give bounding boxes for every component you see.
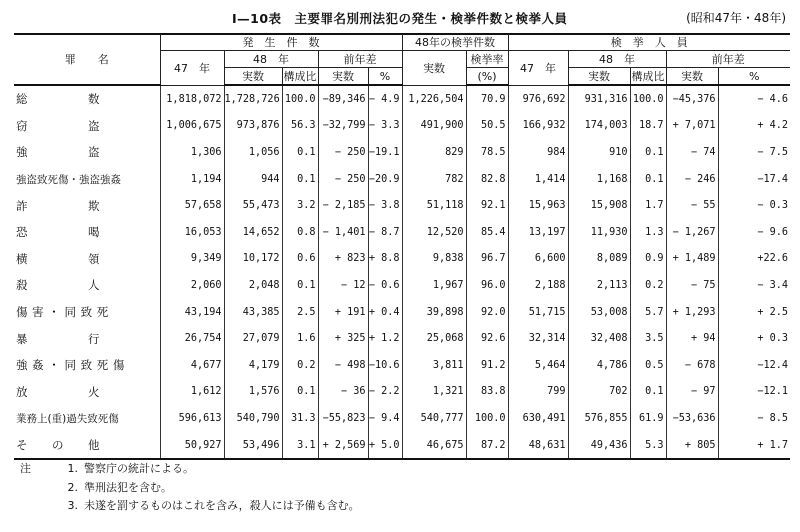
- persons-48-ratio: 0.1: [630, 166, 666, 193]
- header-occ-48: 48 年: [224, 51, 318, 68]
- persons-48: 910: [568, 139, 630, 166]
- occurrence-48-ratio: 0.1: [282, 379, 318, 406]
- table-period: (昭和47年・48年): [686, 11, 786, 25]
- persons-48: 1,168: [568, 166, 630, 193]
- footnote-text: 未遂を罰するものはこれを含み，殺人には予備も含む。: [84, 499, 360, 512]
- table-row: [14, 192, 790, 219]
- header-per-48-ratio: 構成比: [630, 68, 666, 86]
- occurrence-48-ratio: 31.3: [282, 405, 318, 432]
- occurrence-diff-percent: + 8.8: [368, 246, 402, 273]
- header-clearance-unit: (%): [466, 68, 508, 86]
- persons-47: 166,932: [508, 113, 568, 140]
- persons-diff-percent: − 8.5: [757, 412, 789, 424]
- clearance-rate: 92.6: [466, 325, 508, 352]
- persons-diff-percent: − 0.3: [757, 200, 789, 212]
- occurrence-47: 596,613: [160, 405, 224, 432]
- crime-name: そ の 他: [14, 432, 160, 460]
- persons-48: 32,408: [568, 325, 630, 352]
- persons-48-ratio: 100.0: [630, 85, 666, 113]
- footnote-text: 警察庁の統計による。: [84, 462, 194, 475]
- persons-diff-percent: + 1.7: [718, 432, 790, 460]
- occurrence-48-ratio: 3.1: [282, 432, 318, 460]
- persons-diff: + 7,071: [666, 113, 718, 140]
- header-occurrence: 発 生 件 数: [160, 34, 402, 51]
- persons-diff: −45,376: [666, 85, 718, 113]
- occurrence-diff: − 498: [318, 352, 368, 379]
- occurrence-47: 1,612: [160, 379, 224, 406]
- arrests-48: 51,118: [402, 192, 466, 219]
- persons-diff: − 246: [666, 166, 718, 193]
- persons-48-ratio: 1.3: [630, 219, 666, 246]
- crime-name: 殺 人: [14, 272, 160, 299]
- occurrence-48-ratio: 2.5: [282, 299, 318, 326]
- crime-name: 放 火: [14, 379, 160, 406]
- arrests-48: 12,520: [402, 219, 466, 246]
- table-row: [14, 405, 790, 432]
- crime-name: 傷 害 ・ 同 致 死: [14, 299, 160, 326]
- persons-48: 576,855: [568, 405, 630, 432]
- occurrence-48: 4,179: [224, 352, 282, 379]
- persons-diff-percent: −17.4: [757, 173, 789, 185]
- title-row: [0, 6, 800, 28]
- occurrence-47: 1,818,072: [160, 85, 224, 113]
- crime-name: 詐 欺: [14, 192, 160, 219]
- occurrence-diff-percent: −20.9: [368, 166, 402, 193]
- arrests-48: 1,226,504: [402, 85, 466, 113]
- occurrence-48-ratio: 0.1: [282, 139, 318, 166]
- persons-48-ratio: 1.7: [630, 192, 666, 219]
- header-per-48: 48 年: [568, 51, 666, 68]
- occurrence-diff: + 325: [318, 325, 368, 352]
- occurrence-47: 2,060: [160, 272, 224, 299]
- persons-diff: − 75: [666, 272, 718, 299]
- occurrence-48: 55,473: [224, 192, 282, 219]
- table-row: [14, 139, 790, 166]
- persons-48-ratio: 3.5: [630, 325, 666, 352]
- occurrence-48-ratio: 0.6: [282, 246, 318, 273]
- clearance-rate: 87.2: [466, 432, 508, 460]
- occurrence-diff-percent: + 0.4: [368, 299, 402, 326]
- occurrence-47: 1,306: [160, 139, 224, 166]
- table-row: [14, 352, 790, 379]
- header-persons: 検 挙 人 員: [508, 34, 790, 51]
- persons-47: 32,314: [508, 325, 568, 352]
- crime-name: 強 姦 ・ 同 致 死 傷: [14, 352, 160, 379]
- occurrence-diff: −32,799: [318, 113, 368, 140]
- persons-48: 15,908: [568, 192, 630, 219]
- occurrence-48: 944: [224, 166, 282, 193]
- table-row: [14, 325, 790, 352]
- persons-47: 15,963: [508, 192, 568, 219]
- arrests-48: 39,898: [402, 299, 466, 326]
- persons-48-ratio: 0.1: [630, 139, 666, 166]
- occurrence-48: 540,790: [224, 405, 282, 432]
- occurrence-48-ratio: 0.2: [282, 352, 318, 379]
- clearance-rate: 100.0: [466, 405, 508, 432]
- crime-name: 窃 盗: [14, 113, 160, 140]
- occurrence-47: 4,677: [160, 352, 224, 379]
- table-title: Ⅰ—10表 主要罪名別刑法犯の発生・検挙件数と検挙人員: [232, 11, 568, 26]
- persons-diff: − 55: [666, 192, 718, 219]
- crime-name: 強盗致死傷・強盗強姦: [14, 166, 160, 193]
- header-occ-48-actual: 実数: [224, 68, 282, 86]
- crime-name: 総 数: [14, 85, 160, 113]
- occurrence-diff: − 250: [318, 166, 368, 193]
- header-crime-name: 罪 名: [14, 34, 160, 85]
- persons-48-ratio: 5.7: [630, 299, 666, 326]
- header-per-prev-diff: 前年差: [666, 51, 790, 68]
- persons-diff: − 678: [666, 352, 718, 379]
- persons-diff-percent: − 7.5: [757, 146, 789, 158]
- occurrence-diff: + 2,569: [318, 432, 368, 460]
- occurrence-48: 1,056: [224, 139, 282, 166]
- persons-48: 174,003: [568, 113, 630, 140]
- persons-diff: + 1,489: [666, 246, 718, 273]
- persons-diff: + 94: [666, 325, 718, 352]
- table-row: [14, 85, 790, 113]
- occurrence-48-ratio: 0.1: [282, 166, 318, 193]
- arrests-48: 9,838: [402, 246, 466, 273]
- persons-47: 1,414: [508, 166, 568, 193]
- arrests-48: 25,068: [402, 325, 466, 352]
- header-per-diff-actual: 実数: [666, 68, 718, 86]
- persons-48: 2,113: [568, 272, 630, 299]
- occurrence-diff: + 823: [318, 246, 368, 273]
- table-row: [14, 272, 790, 299]
- header-per-47: 47 年: [508, 51, 568, 86]
- occurrence-47: 50,927: [160, 432, 224, 460]
- clearance-rate: 50.5: [466, 113, 508, 140]
- table-row: [14, 113, 790, 140]
- persons-48-ratio: 18.7: [630, 113, 666, 140]
- footnote-number: 2.: [67, 480, 78, 494]
- arrests-48: 1,967: [402, 272, 466, 299]
- clearance-rate: 70.9: [466, 85, 508, 113]
- occurrence-diff: − 2,185: [318, 192, 368, 219]
- occurrence-diff: − 1,401: [318, 219, 368, 246]
- crime-name: 横 領: [14, 246, 160, 273]
- table-row: [14, 432, 790, 460]
- occurrence-diff-percent: + 1.2: [368, 325, 402, 352]
- occurrence-48: 53,496: [224, 432, 282, 460]
- occurrence-diff-percent: − 0.6: [368, 272, 402, 299]
- occurrence-diff: − 250: [318, 139, 368, 166]
- persons-47: 630,491: [508, 405, 568, 432]
- footnote-number: 3.: [67, 499, 78, 512]
- persons-diff: − 74: [666, 139, 718, 166]
- occurrence-48-ratio: 56.3: [282, 113, 318, 140]
- persons-diff: − 1,267: [666, 219, 718, 246]
- occurrence-diff-percent: − 4.9: [368, 85, 402, 113]
- persons-diff-percent: + 4.2: [757, 120, 789, 132]
- persons-47: 48,631: [508, 432, 568, 460]
- table-row: [14, 166, 790, 193]
- clearance-rate: 83.8: [466, 379, 508, 406]
- table-row: [14, 219, 790, 246]
- occurrence-48: 43,385: [224, 299, 282, 326]
- occurrence-diff-percent: − 3.3: [368, 113, 402, 140]
- occurrence-48-ratio: 1.6: [282, 325, 318, 352]
- occurrence-48-ratio: 3.2: [282, 192, 318, 219]
- persons-47: 799: [508, 379, 568, 406]
- occurrence-48: 2,048: [224, 272, 282, 299]
- clearance-rate: 85.4: [466, 219, 508, 246]
- persons-47: 13,197: [508, 219, 568, 246]
- clearance-rate: 92.1: [466, 192, 508, 219]
- occurrence-47: 1,194: [160, 166, 224, 193]
- occurrence-47: 16,053: [160, 219, 224, 246]
- clearance-rate: 91.2: [466, 352, 508, 379]
- arrests-48: 1,321: [402, 379, 466, 406]
- crime-name: 業務上(重)過失致死傷: [14, 405, 160, 432]
- persons-48-ratio: 0.1: [630, 379, 666, 406]
- persons-48-ratio: 0.2: [630, 272, 666, 299]
- occurrence-diff: + 191: [318, 299, 368, 326]
- persons-diff-percent: +22.6: [757, 253, 789, 265]
- arrests-48: 3,811: [402, 352, 466, 379]
- occurrence-diff: − 36: [318, 379, 368, 406]
- occurrence-48: 27,079: [224, 325, 282, 352]
- arrests-48: 829: [402, 139, 466, 166]
- persons-48-ratio: 5.3: [630, 432, 666, 460]
- clearance-rate: 96.0: [466, 272, 508, 299]
- header-occ-48-ratio: 構成比: [282, 68, 318, 86]
- persons-48-ratio: 0.5: [630, 352, 666, 379]
- header-occ-diff-percent: %: [368, 68, 402, 86]
- occurrence-48: 14,652: [224, 219, 282, 246]
- occurrence-48-ratio: 0.8: [282, 219, 318, 246]
- clearance-rate: 78.5: [466, 139, 508, 166]
- persons-diff-percent: + 2.5: [757, 306, 789, 318]
- persons-48: 702: [568, 379, 630, 406]
- persons-diff: − 97: [666, 379, 718, 406]
- persons-diff: + 805: [666, 432, 718, 460]
- occurrence-48-ratio: 100.0: [282, 85, 318, 113]
- clearance-rate: 96.7: [466, 246, 508, 273]
- persons-48: 11,930: [568, 219, 630, 246]
- persons-48: 8,089: [568, 246, 630, 273]
- clearance-rate: 92.0: [466, 299, 508, 326]
- header-clearance-rate: 検挙率: [466, 51, 508, 68]
- table-row: [14, 246, 790, 273]
- persons-48-ratio: 61.9: [630, 405, 666, 432]
- occurrence-diff: − 12: [318, 272, 368, 299]
- occurrence-diff-percent: − 2.2: [368, 379, 402, 406]
- persons-diff-percent: + 0.3: [757, 333, 789, 345]
- occurrence-diff: −89,346: [318, 85, 368, 113]
- crime-statistics-table: [14, 34, 790, 460]
- persons-diff-percent: − 4.6: [757, 93, 789, 105]
- persons-47: 51,715: [508, 299, 568, 326]
- footnote: [20, 479, 360, 498]
- footnote-number: 1.: [67, 462, 78, 475]
- persons-diff: + 1,293: [666, 299, 718, 326]
- occurrence-47: 57,658: [160, 192, 224, 219]
- occurrence-47: 9,349: [160, 246, 224, 273]
- occurrence-diff-percent: −10.6: [368, 352, 402, 379]
- persons-47: 5,464: [508, 352, 568, 379]
- persons-diff-percent: − 9.6: [757, 226, 789, 238]
- occurrence-48: 1,728,726: [224, 85, 282, 113]
- table-row: [14, 379, 790, 406]
- occurrence-48: 10,172: [224, 246, 282, 273]
- occurrence-diff-percent: −19.1: [368, 139, 402, 166]
- occurrence-47: 26,754: [160, 325, 224, 352]
- header-per-48-actual: 実数: [568, 68, 630, 86]
- persons-48: 49,436: [568, 432, 630, 460]
- crime-name: 恐 喝: [14, 219, 160, 246]
- persons-48: 931,316: [568, 85, 630, 113]
- header-occ-diff-actual: 実数: [318, 68, 368, 86]
- occurrence-47: 1,006,675: [160, 113, 224, 140]
- occurrence-48: 973,876: [224, 113, 282, 140]
- occurrence-48-ratio: 0.1: [282, 272, 318, 299]
- occurrence-47: 43,194: [160, 299, 224, 326]
- persons-48: 4,786: [568, 352, 630, 379]
- persons-47: 984: [508, 139, 568, 166]
- persons-48: 53,008: [568, 299, 630, 326]
- persons-diff: −53,636: [666, 405, 718, 432]
- occurrence-diff-percent: + 5.0: [368, 432, 402, 460]
- persons-47: 976,692: [508, 85, 568, 113]
- footnote: [20, 460, 360, 479]
- occurrence-diff-percent: − 3.8: [368, 192, 402, 219]
- arrests-48: 782: [402, 166, 466, 193]
- arrests-48: 540,777: [402, 405, 466, 432]
- occurrence-diff-percent: − 8.7: [368, 219, 402, 246]
- footnotes: [20, 460, 360, 516]
- persons-48-ratio: 0.9: [630, 246, 666, 273]
- table-row: [14, 299, 790, 326]
- crime-name: 強 盗: [14, 139, 160, 166]
- footnote-text: 準刑法犯を含む。: [84, 480, 172, 494]
- persons-47: 2,188: [508, 272, 568, 299]
- persons-diff-percent: −12.1: [757, 386, 789, 398]
- arrests-48: 46,675: [402, 432, 466, 460]
- footnote-label: 注: [20, 462, 31, 475]
- footnote: [20, 497, 360, 516]
- occurrence-48: 1,576: [224, 379, 282, 406]
- header-per-diff-percent: %: [718, 68, 790, 86]
- header-occ-prev-diff: 前年差: [318, 51, 402, 68]
- arrests-48: 491,900: [402, 113, 466, 140]
- header-arrests-48: 48年の検挙件数: [402, 34, 508, 51]
- occurrence-diff: −55,823: [318, 405, 368, 432]
- clearance-rate: 82.8: [466, 166, 508, 193]
- persons-diff-percent: −12.4: [757, 359, 789, 371]
- crime-name: 暴 行: [14, 325, 160, 352]
- persons-47: 6,600: [508, 246, 568, 273]
- header-arrests-actual: 実数: [402, 51, 466, 86]
- occurrence-diff-percent: − 9.4: [368, 405, 402, 432]
- header-occ-47: 47 年: [160, 51, 224, 86]
- persons-diff-percent: − 3.4: [757, 279, 789, 291]
